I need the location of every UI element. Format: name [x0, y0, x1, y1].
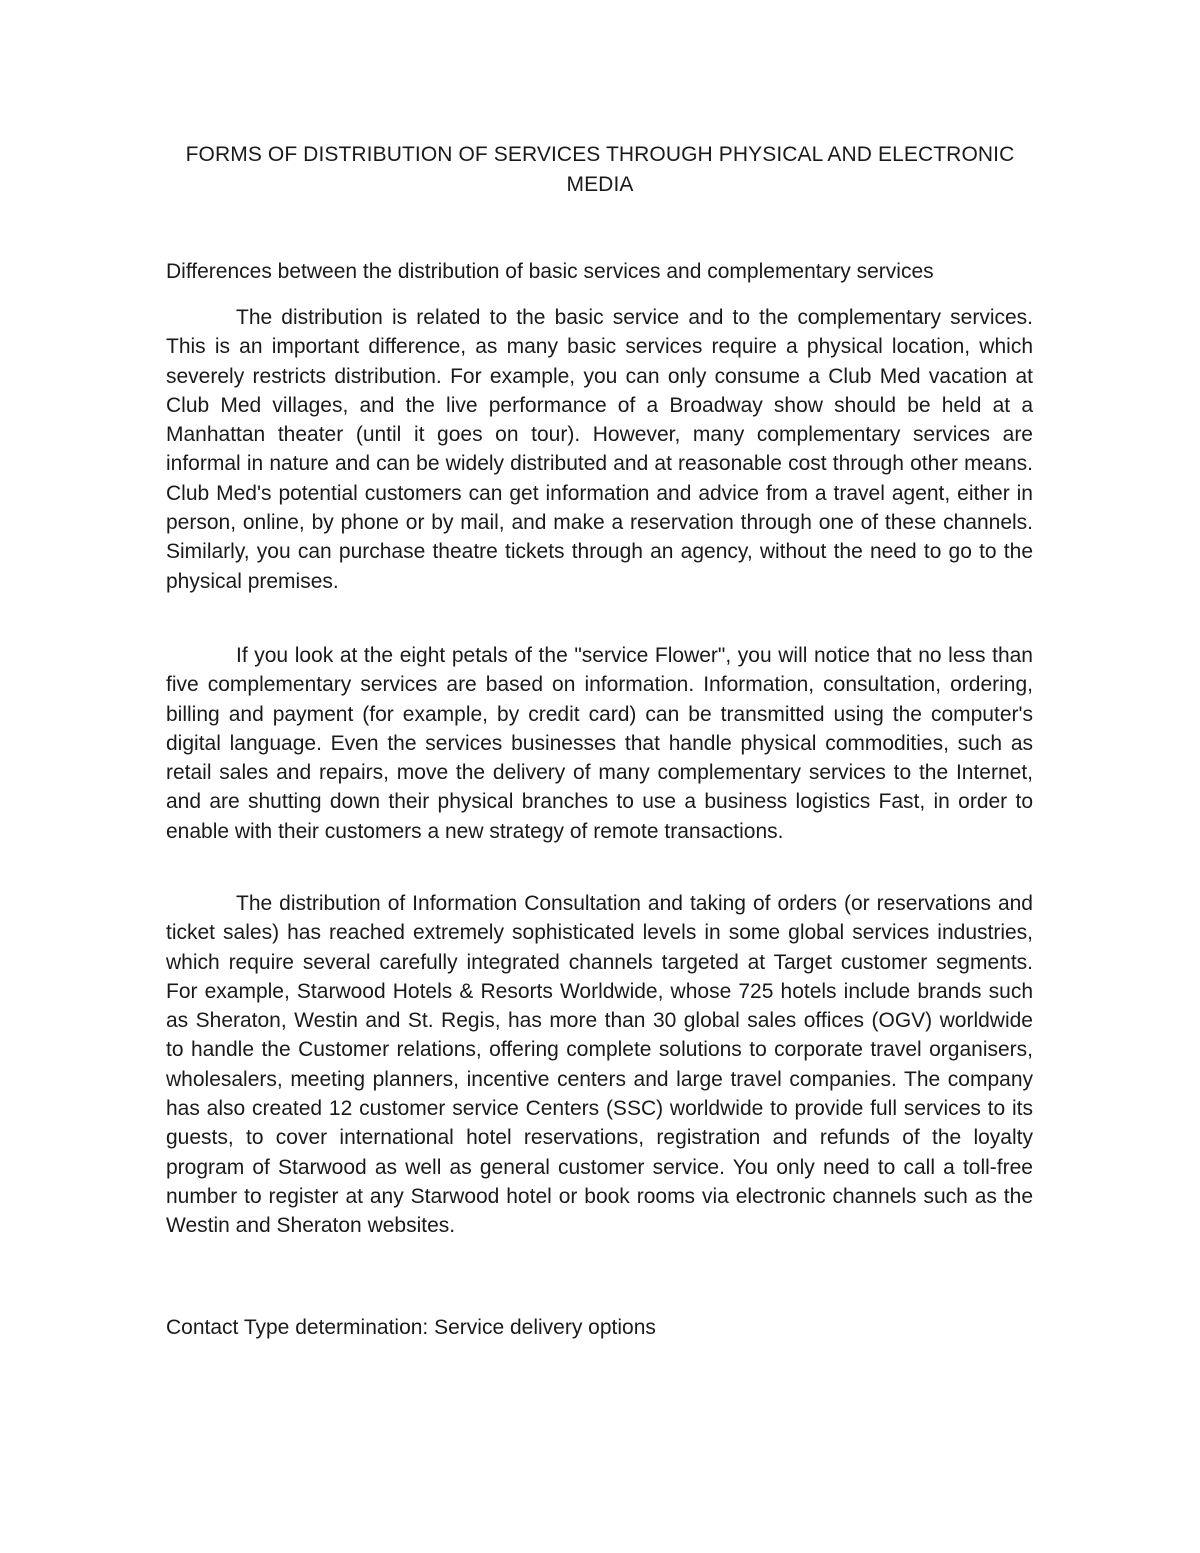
paragraph: If you look at the eight petals of the "service Flower", you will notice that no less than five complementary services are based on information. Information, consultation, ordering, billing and payment (for example, by credit card) can be transmitted using the computer's digital language. Even the services businesses that handle physical commodities, such as retail sales and repairs, move the delivery of many complementary services to the Internet, and are shutting down their physical branches to use a business logistics Fast, in order to enable with their customers a new strategy of remote transactions. — [166, 644, 1033, 843]
paragraph: The distribution is related to the basic service and to the complementary services. This is an important difference, as many basic services require a physical location, which severely restricts distribution. For example, you can only consume a Club Med vacation at Club Med villages, and the live performance of a Broadway show should be held at a Manhattan theater (until it goes on tour). However, many complementary services are informal in nature and can be widely distributed and at reasonable cost through other means. Club Med's potential customers can get information and advice from a travel agent, either in person, online, by phone or by mail, and make a reservation through one of these channels. Similarly, you can purchase theatre tickets through an agency, without the need to go to the physical premises. — [166, 306, 1033, 593]
closing-heading: Contact Type determination: Service delivery options — [166, 1316, 656, 1339]
document-title: FORMS OF DISTRIBUTION OF SERVICES THROUGH PHYSICAL AND ELECTRONIC MEDIA — [185, 143, 1015, 196]
section-heading: Differences between the distribution of basic services and complementary services — [166, 260, 934, 283]
paragraph: The distribution of Information Consultation and taking of orders (or reservations and ticket sales) has reached extremely sophisticated levels in some global services industries, which require several carefully integrated channels targeted at Target customer segments. For example, Starwood Hotels & Resorts Worldwide, whose 725 hotels include brands such as Sheraton, Westin and St. Regis, has more than 30 global sales offices (OGV) worldwide to handle the Customer relations, offering complete solutions to corporate travel organisers, wholesalers, meeting planners, incentive centers and large travel companies. The company has also created 12 customer service Centers (SSC) worldwide to provide full services to its guests, to cover international hotel reservations, registration and refunds of the loyalty program of Starwood as well as general customer service. You only need to call a toll-free number to register at any Starwood hotel or book rooms via electronic channels such as the Westin and Sheraton websites. — [166, 892, 1033, 1238]
